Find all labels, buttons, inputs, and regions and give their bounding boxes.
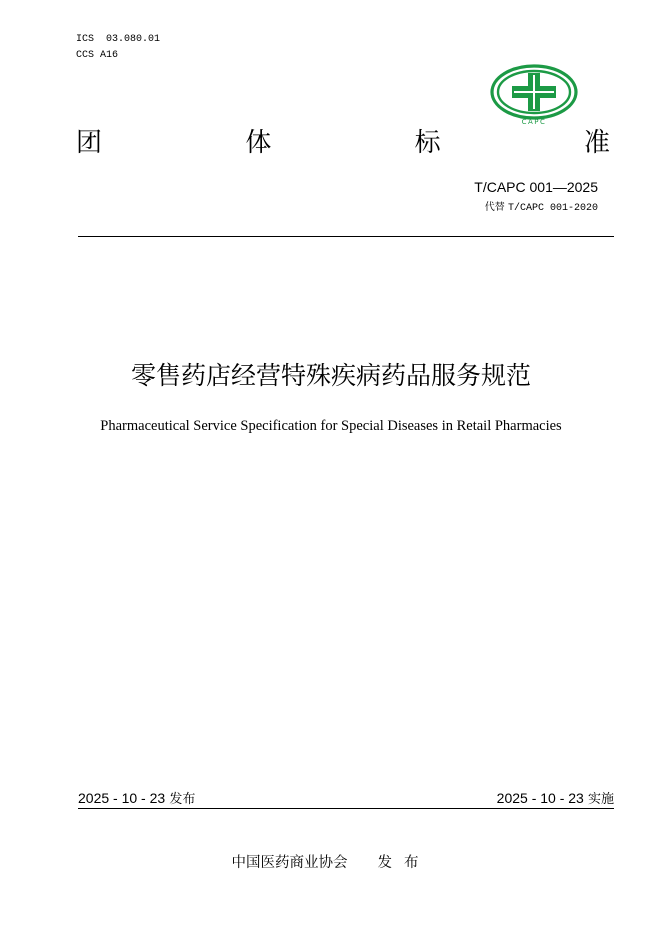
implement-date-line (497, 788, 614, 810)
publish-label: 发布 (169, 792, 196, 807)
publish-date-line (78, 788, 195, 810)
standard-type-char: 标 (414, 128, 441, 158)
publish-date: 2025 - 10 - 23 (78, 790, 166, 806)
replaces-prefix: 代替 (484, 202, 505, 213)
replaces-line (485, 201, 598, 216)
document-title-en: Pharmaceutical Service Specification for Special Diseases in Retail Pharmacies (100, 418, 562, 434)
logo-caption: CAPC (521, 118, 547, 126)
ics-line (76, 33, 160, 47)
implement-date: 2025 - 10 - 23 (496, 790, 584, 806)
standard-type-char: 准 (583, 128, 610, 158)
ics-label: ICS (76, 34, 95, 45)
capc-cross-logo-icon (488, 64, 580, 126)
replaces-code: T/CAPC 001-2020 (507, 203, 598, 214)
ccs-line (76, 49, 118, 63)
ccs-label: CCS (76, 50, 95, 61)
issuer-line (0, 852, 662, 874)
implement-label: 实施 (587, 792, 614, 807)
header-divider (78, 236, 614, 237)
issuer-name: 中国医药商业协会 (231, 855, 348, 871)
standard-type-char: 体 (245, 128, 272, 158)
standard-type-heading (76, 124, 610, 162)
standard-number: T/CAPC 001—2025 (474, 179, 598, 195)
ccs-code: A16 (100, 50, 119, 61)
document-title-cn: 零售药店经营特殊疾病药品服务规范 (130, 361, 531, 390)
issuer-verb: 发布 (377, 855, 431, 871)
ics-code: 03.080.01 (106, 34, 161, 45)
footer-divider (78, 808, 614, 809)
standard-type-char: 团 (76, 128, 103, 158)
